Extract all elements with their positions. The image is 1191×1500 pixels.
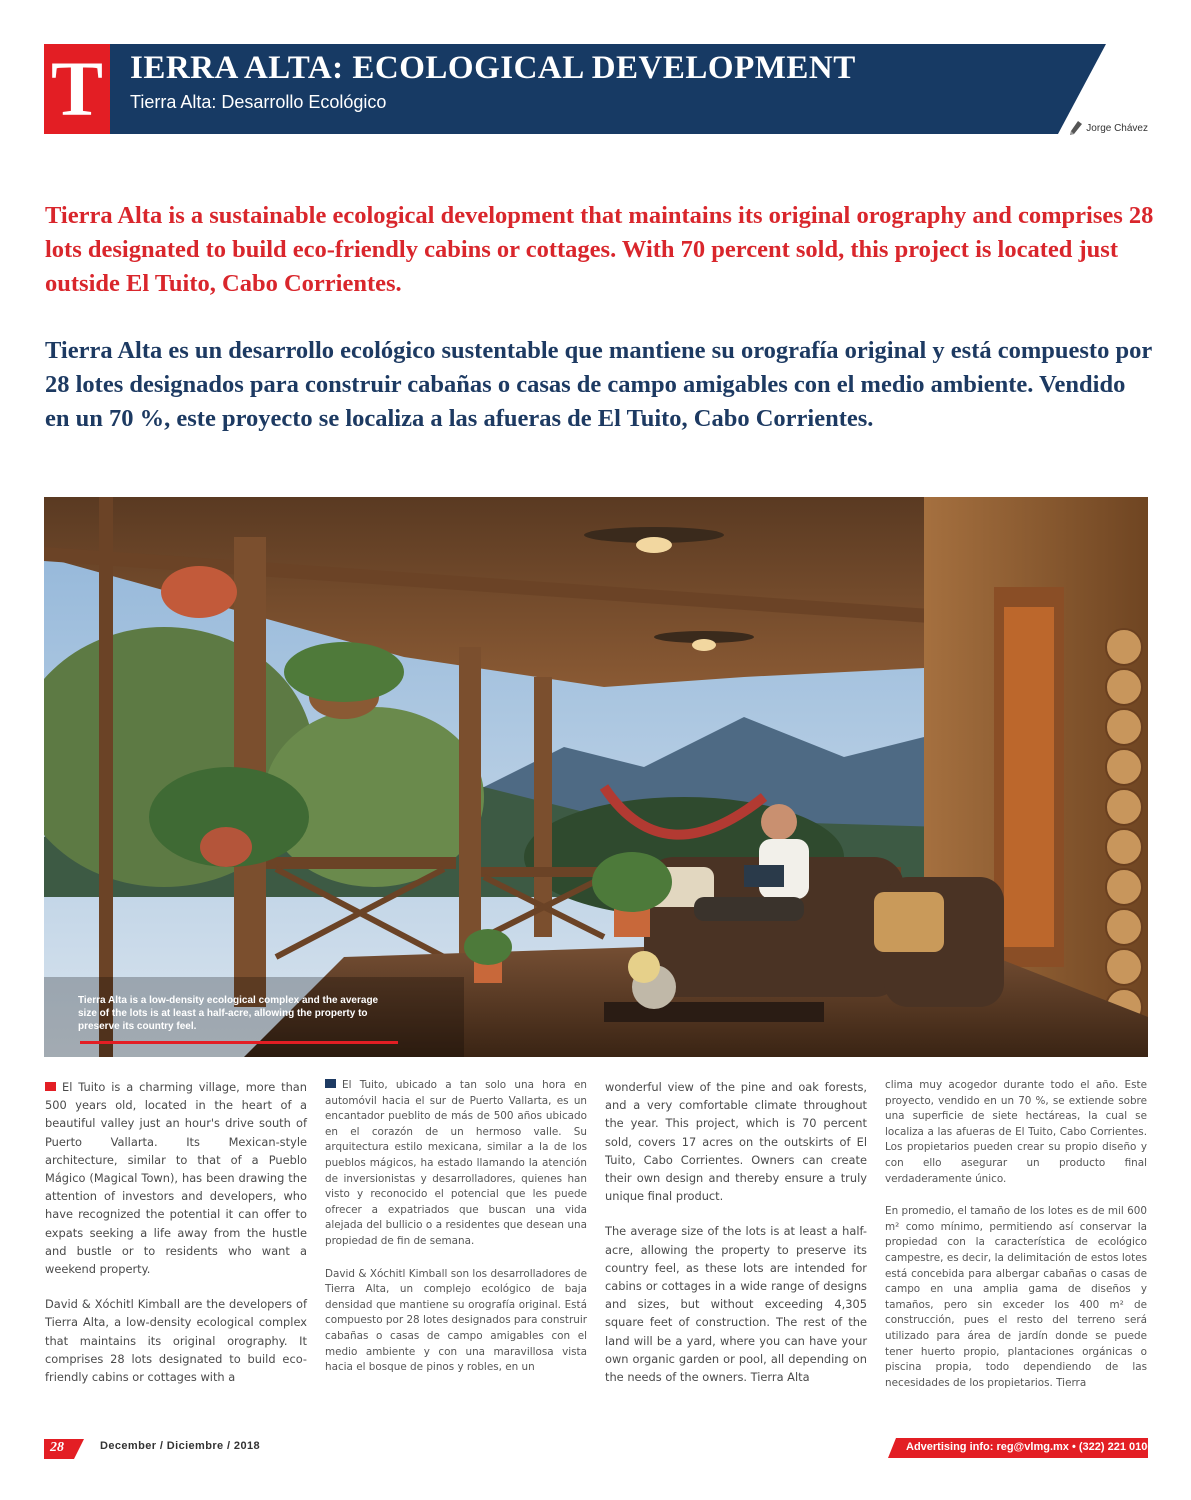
column-english-1: [45, 1078, 307, 1403]
paragraph: David & Xóchitl Kimball are the developers of Tierra Alta, a low-density ecological complex that maintains its original orography. It comprises 28 lots designated to build eco-friendly cabins or cottages with a: [45, 1297, 307, 1385]
paragraph-text: El Tuito is a charming village, more than 500 years old, located in the heart of a beautiful valley just an hour's drive south of Puerto Vallarta. Its Mexican-style architecture, similar to that of a Pueblo Mágico (Magical Town), has been drawing the attention of investors and developers, who have recognized the potential it can offer to expats seeking a life away from the hustle and bustle or to residents who want a weekend property.: [45, 1080, 307, 1277]
paragraph: [45, 1078, 307, 1278]
page-title: IERRA ALTA: ECOLOGICAL DEVELOPMENT: [130, 50, 856, 86]
paragraph: David & Xóchitl Kimball son los desarrolladores de Tierra Alta, un complejo ecológico de baja densidad que mantiene su orografía original. Está compuesto por 28 lotes designados para construir cabañas o casas de campo amigables con el medio ambiente y con una maravillosa vista hacia el bosque de pinos y robles, en un: [325, 1267, 587, 1374]
column-english-2: [605, 1078, 867, 1403]
intro-english: Tierra Alta is a sustainable ecological development that maintains its original orography and comprises 28 lots designated to build eco-friendly cabins or cottages. With 70 percent sold, this project is located just outside El Tuito, Cabo Corrientes.: [45, 202, 1154, 297]
column-spanish-1: [325, 1078, 587, 1393]
blue-square-icon: [325, 1079, 336, 1088]
author-name: Jorge Chávez: [1086, 122, 1148, 134]
paragraph-text: El Tuito, ubicado a tan solo una hora en automóvil hacia el sur de Puerto Vallarta, es un encantador pueblito de más de 500 años ubicado en el corazón de un hermoso valle. Su arquitectura estilo mexicana, similar a la de los pueblos mágicos, ha estado llamando la atención de inversionistas y desarrolladores, quienes han visto y reconocido el potencial que les puede ofrecer a expatriados que buscan una vida alejada del bullicio o a residentes que desean una propiedad de fin de semana.: [325, 1079, 587, 1247]
paragraph: [325, 1078, 587, 1250]
issue-date: December / Diciembre / 2018: [100, 1440, 260, 1452]
red-square-icon: [45, 1082, 56, 1091]
page-number-tab: [44, 1439, 84, 1459]
advertising-info[interactable]: Advertising info: reg@vlmg.mx • (322) 221 0106: [906, 1441, 1154, 1453]
page-subtitle: Tierra Alta: Desarrollo Ecológico: [130, 92, 387, 112]
column-spanish-2: [885, 1078, 1147, 1408]
drop-cap: T: [44, 44, 110, 134]
porch-photo: [44, 497, 1148, 1057]
page-number: 28: [50, 1440, 64, 1455]
author-byline: [1069, 120, 1148, 136]
paragraph: clima muy acogedor durante todo el año. Este proyecto, vendido en un 70 %, se extiende sobre una superficie de siete hectáreas, la cual se localiza a las afueras de El Tuito, Cabo Corrientes. Los propietarios pueden crear su propio diseño y con ello asegurar un producto final verdaderamente único.: [885, 1079, 1147, 1185]
intro-spanish: Tierra Alta es un desarrollo ecológico sustentable que mantiene su orografía original y está compuesto por 28 lotes designados para construir cabañas o casas de campo amigables con el medio ambiente. Vendido en un 70 %, este proyecto se localiza a las afueras de El Tuito, Cabo Corrientes.: [45, 337, 1152, 432]
paragraph: The average size of the lots is at least a half-acre, allowing the property to preserve its country feel, as these lots are intended for cabins or cottages in a wide range of designs and sizes, but without exceeding 4,305 square feet of construction. The rest of the land will be a yard, where you can have your own organic garden or pool, all depending on the needs of the owners. Tierra Alta: [605, 1224, 867, 1385]
paragraph: wonderful view of the pine and oak forests, and a very comfortable climate throughout the year. This project, which is 70 percent sold, covers 17 acres on the outskirts of El Tuito, Cabo Corrientes. Owners can create their own design and thereby ensure a truly unique final product.: [605, 1080, 867, 1204]
caption-underline: [80, 1041, 398, 1044]
photo-caption: Tierra Alta is a low-density ecological complex and the average size of the lots is at least a half-acre, allowing the property to preserve its country feel.: [78, 995, 379, 1032]
paragraph: En promedio, el tamaño de los lotes es de mil 600 m² como mínimo, permitiendo así conservar la propiedad con la característica de ecológico campestre, es decir, la delimitación de estos lotes está concebida para albergar cabañas o casas de campo en una amplia gama de diseños y tamaños, pero sin exceder los 400 m² de construcción, pues el resto del terreno será utilizado para área de jardín donde se puede tener huerto propio, plantaciones orgánicas o piscina propia, todo dependiendo de las necesidades de los propietarios. Tierra: [885, 1205, 1147, 1389]
pencil-icon: [1069, 120, 1083, 136]
